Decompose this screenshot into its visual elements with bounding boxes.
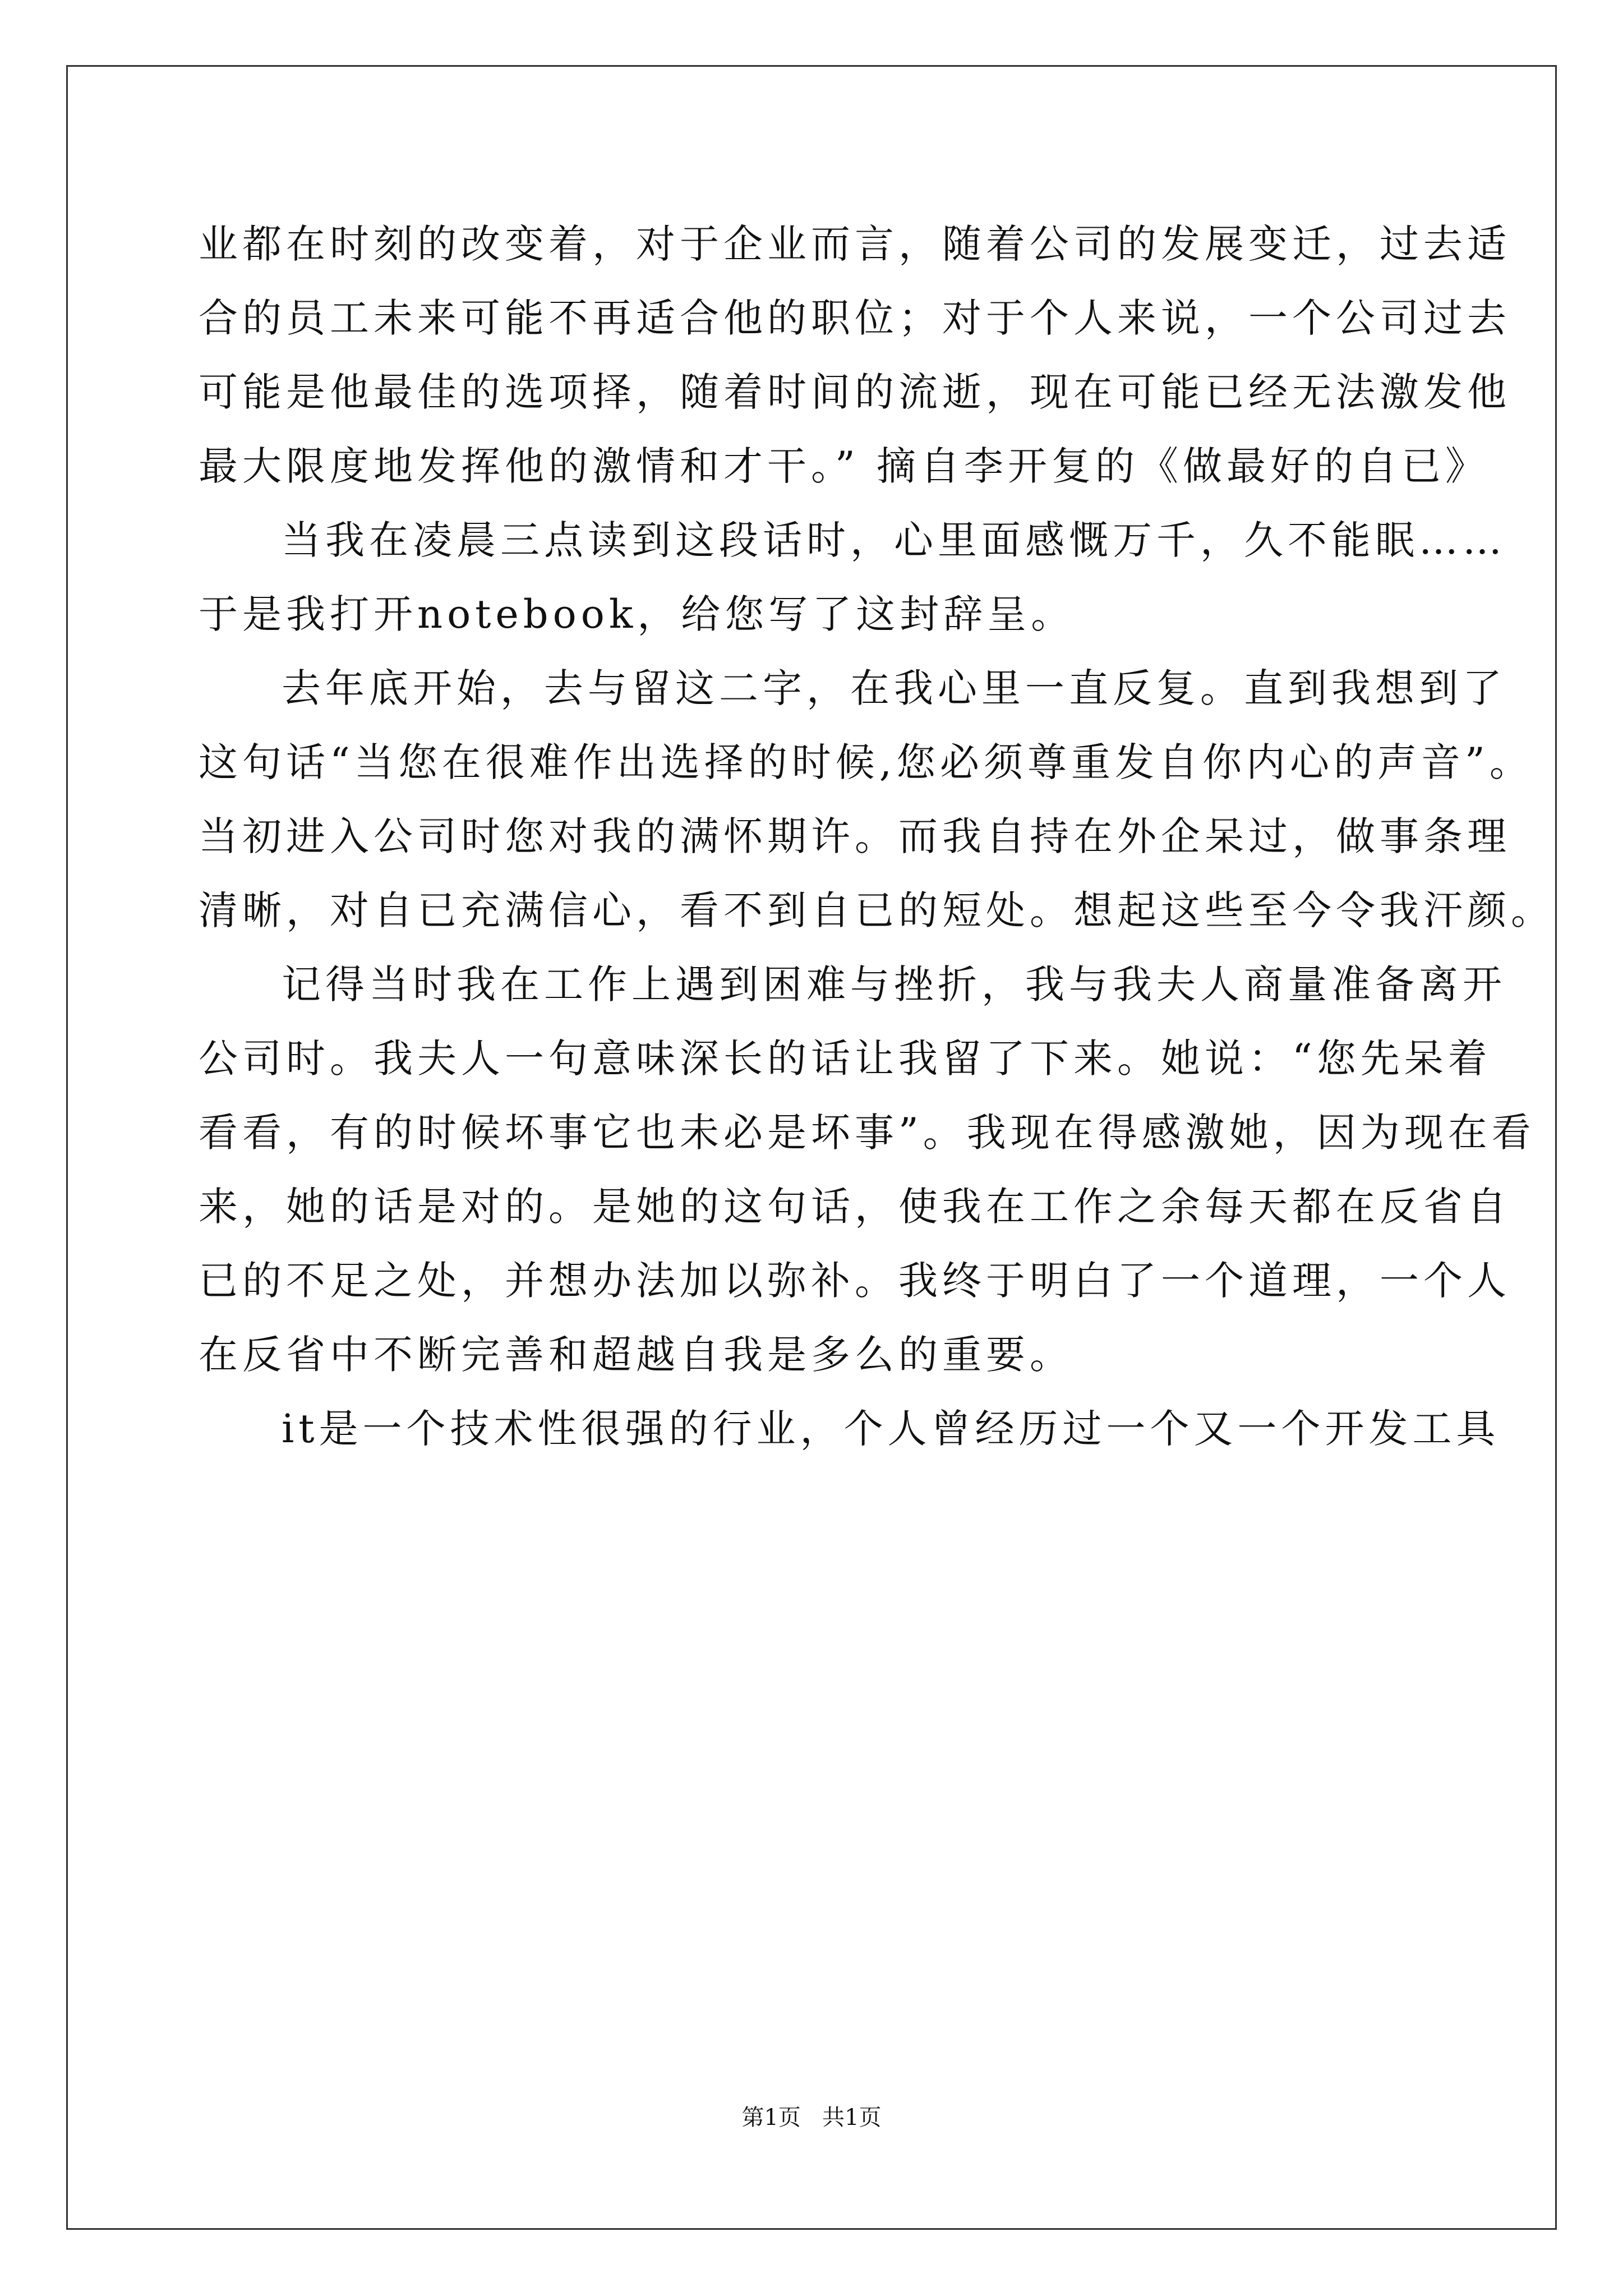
- text-line-4: 最大限度地发挥他的激情和才干。” 摘自李开复的《做最好的自已》: [199, 443, 1490, 489]
- text-line-13: 看看，有的时候坏事它也未必是坏事”。我现在得感激她，因为现在看: [199, 1110, 1536, 1156]
- text-line-11: 记得当时我在工作上遇到困难与挫折，我与我夫人商量准备离开: [282, 961, 1506, 1007]
- text-line-2: 合的员工未来可能不再适合他的职位；对于个人来说，一个公司过去: [199, 295, 1511, 341]
- text-line-6: 于是我打开notebook，给您写了这封辞呈。: [199, 591, 1075, 637]
- text-line-3: 可能是他最佳的选项择，随着时间的流逝，现在可能已经无法激发他: [199, 369, 1511, 415]
- text-line-17: it是一个技术性很强的行业，个人曾经历过一个又一个开发工具: [282, 1406, 1500, 1452]
- text-line-12: 公司时。我夫人一句意味深长的话让我留了下来。她说：“您先呆着: [199, 1036, 1492, 1082]
- text-line-1: 业都在时刻的改变着，对于企业而言，随着公司的发展变迁，过去适: [199, 221, 1511, 267]
- text-line-7: 去年底开始，去与留这二字，在我心里一直反复。直到我想到了: [282, 665, 1506, 711]
- text-line-14: 来，她的话是对的。是她的这句话，使我在工作之余每天都在反省自: [199, 1184, 1511, 1230]
- text-line-8: 这句话“当您在很难作出选择的时候,您必须尊重发自你内心的声音”。: [199, 739, 1533, 785]
- page-footer: 第1页 共1页: [741, 2105, 882, 2131]
- text-line-9: 当初进入公司时您对我的满怀期许。而我自持在外企呆过，做事条理: [199, 813, 1511, 859]
- text-line-16: 在反省中不断完善和超越自我是多么的重要。: [199, 1332, 1073, 1378]
- text-line-5: 当我在凌晨三点读到这段话时，心里面感慨万千，久不能眠……: [282, 517, 1506, 563]
- text-line-15: 已的不足之处，并想办法加以弥补。我终于明白了一个道理，一个人: [199, 1258, 1511, 1304]
- text-line-10: 清晰，对自已充满信心，看不到自已的短处。想起这些至今令我汗颜。: [199, 887, 1555, 933]
